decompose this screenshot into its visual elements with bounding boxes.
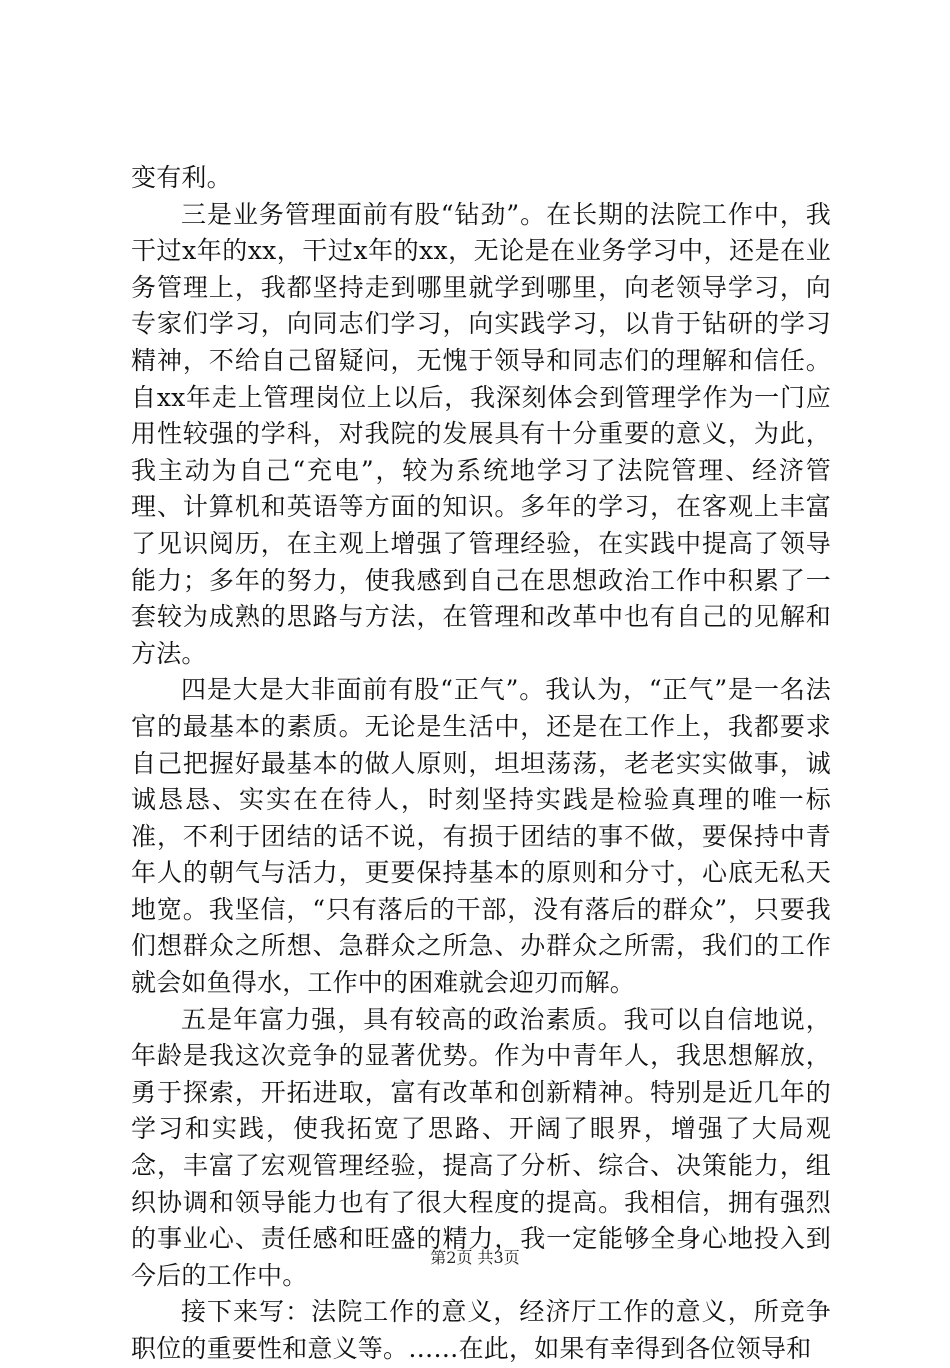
paragraph-next-section: 接下来写：法院工作的意义，经济厅工作的意义，所竞争职位的重要性和意义等。……在此，如果有幸得到各位领导和 (131, 1297, 831, 1363)
paragraph-diligence: 三是业务管理面前有股“钻劲”。在长期的法院工作中，我干过x年的xx，干过x年的xx，无论是在业务学习中，还是在业务管理上，我都坚持走到哪里就学到哪里，向老领导学习，向专家们学习，向同志们学习，向实践学习，以肯于钻研的学习精神，不给自己留疑问，无愧于领导和同志们的理解和信任。自xx年走上管理岗位上以后，我深刻体会到管理学作为一门应用性较强的学科，对我院的发展具有十分重要的意义，为此，我主动为自己“充电”，较为系统地学习了法院管理、经济管理、计算机和英语等方面的知识。多年的学习，在客观上丰富了见识阅历，在主观上增强了管理经验，在实践中提高了领导能力；多年的努力，使我感到自己在思想政治工作中积累了一套较为成熟的思路与方法，在管理和改革中也有自己的见解和方法。 (131, 199, 831, 668)
paragraph-vigor: 五是年富力强，具有较高的政治素质。我可以自信地说，年龄是我这次竞争的显著优势。作为中青年人，我思想解放，勇于探索，开拓进取，富有改革和创新精神。特别是近几年的学习和实践，使我拓宽了思路、开阔了眼界，增强了大局观念，丰富了宏观管理经验，提高了分析、综合、决策能力，组织协调和领导能力也有了很大程度的提高。我相信，拥有强烈的事业心、责任感和旺盛的精力，我一定能够全身心地投入到今后的工作中。 (131, 1004, 831, 1290)
page-number-footer: 第2页 共3页 (430, 1248, 520, 1267)
paragraph-continuation: 变有利。 (131, 163, 232, 192)
document-body (131, 160, 831, 1368)
paragraph-integrity: 四是大是大非面前有股“正气”。我认为，“正气”是一名法官的最基本的素质。无论是生活中，还是在工作上，我都要求自己把握好最基本的做人原则，坦坦荡荡，老老实实做事，诚诚恳恳、实实在在待人，时刻坚持实践是检验真理的唯一标准，不利于团结的话不说，有损于团结的事不做，要保持中青年人的朝气与活力，更要保持基本的原则和分寸，心底无私天地宽。我坚信，“只有落后的干部，没有落后的群众”，只要我们想群众之所想、急群众之所急、办群众之所需，我们的工作就会如鱼得水，工作中的困难就会迎刃而解。 (131, 675, 831, 998)
